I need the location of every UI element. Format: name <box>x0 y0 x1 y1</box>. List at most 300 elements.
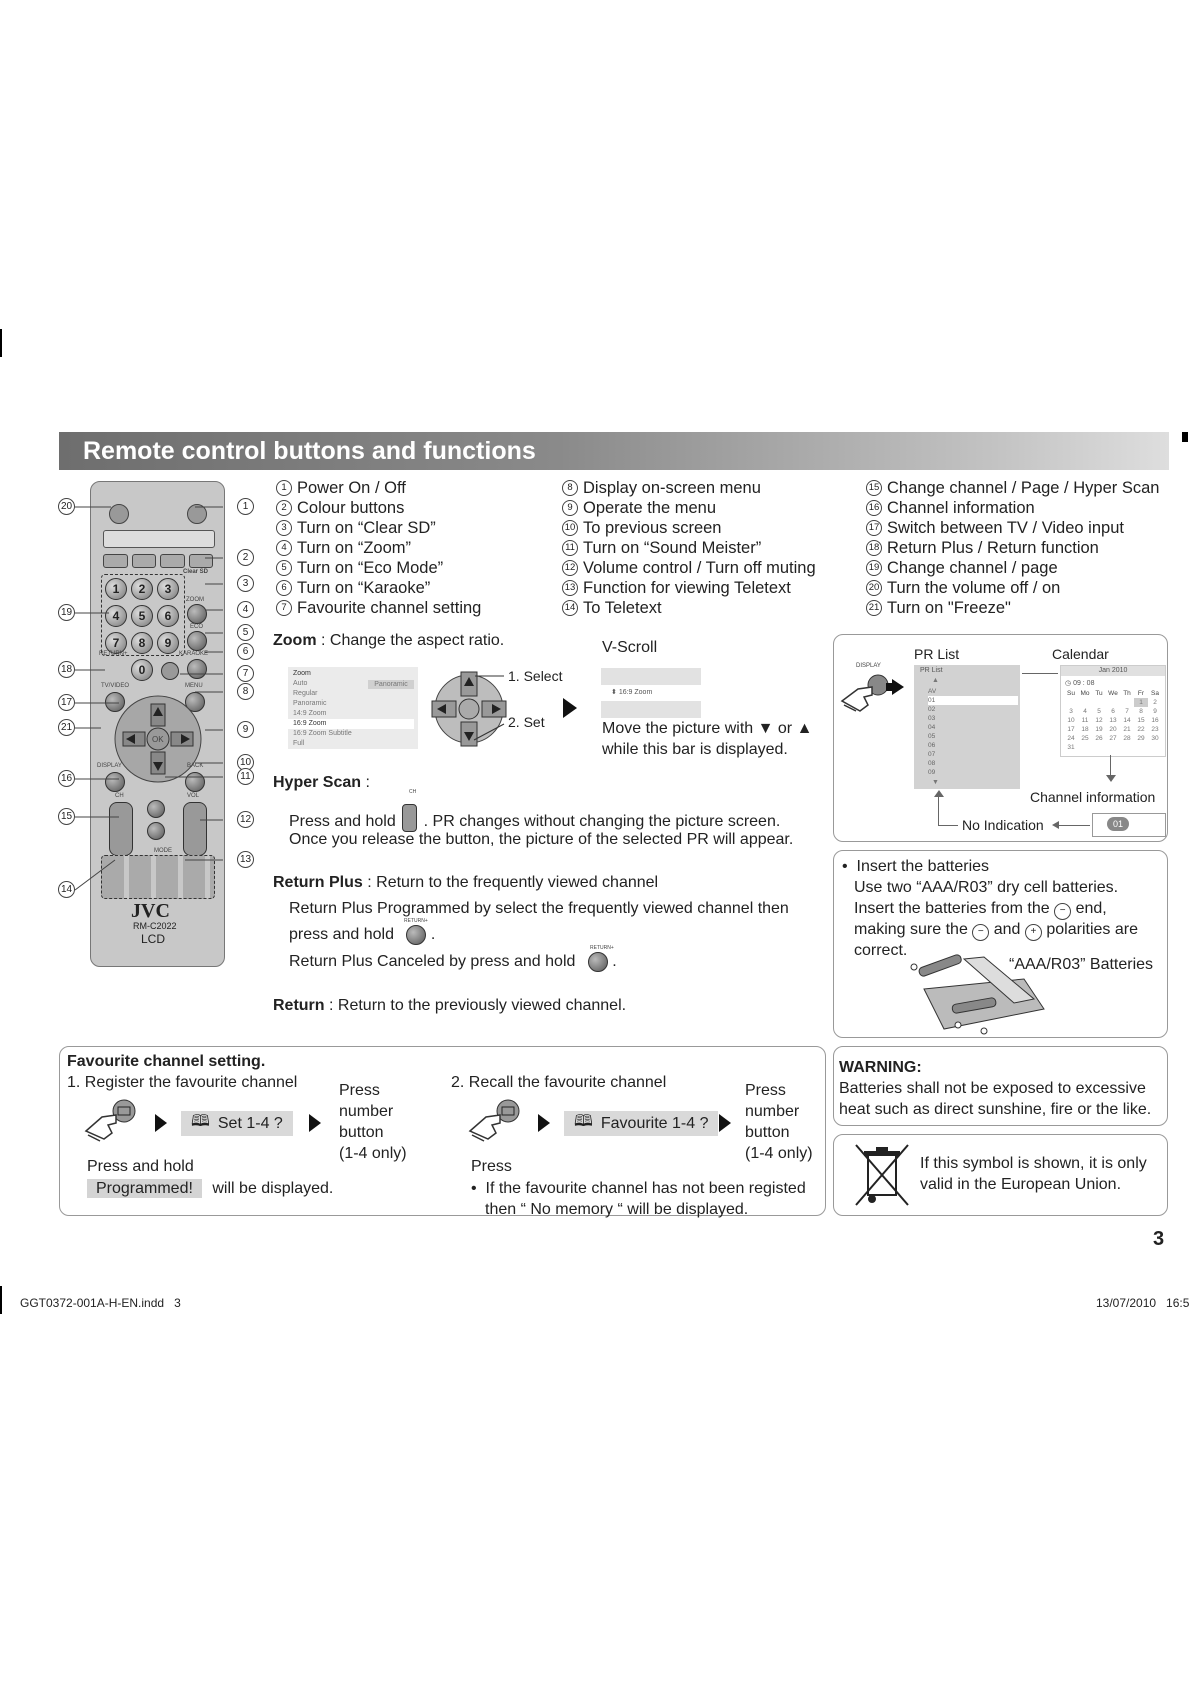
calendar-cell <box>1106 743 1120 752</box>
calendar-cell: 3 <box>1069 708 1073 715</box>
footer-left: GGT0372-001A-H-EN.indd 3 <box>20 1296 181 1310</box>
legend-number: 4 <box>276 540 292 556</box>
calendar-cell: 20 <box>1109 726 1117 733</box>
press-number-line: button <box>745 1124 790 1141</box>
legend-number: 10 <box>562 520 578 536</box>
karaoke-label: KARAOKE <box>179 651 209 657</box>
calendar-cell: 18 <box>1081 726 1089 733</box>
pr-list-up-icon: ▲ <box>932 677 939 684</box>
ch-label: CH <box>115 793 124 799</box>
calendar-cell: We <box>1108 690 1118 697</box>
calendar-cell: 10 <box>1067 717 1075 724</box>
vscroll-desc-2: while this bar is displayed. <box>602 741 788 758</box>
calendar-cell: 2 <box>1153 699 1157 706</box>
zoom-menu-item: Regular <box>293 690 318 697</box>
legend-number: 18 <box>866 540 882 556</box>
return-heading <box>273 995 626 1016</box>
pr-list-down-icon: ▼ <box>932 779 939 786</box>
remote-callouts-right <box>237 498 257 918</box>
vscroll-updown-icon: ⬍ <box>611 689 619 696</box>
legend-number: 19 <box>866 560 882 576</box>
legend-item <box>562 558 816 578</box>
zoom-menu-item: Full <box>293 740 305 747</box>
callout-11: 11 <box>237 768 254 785</box>
calendar-cell: 21 <box>1123 726 1131 733</box>
calendar-clock <box>1065 679 1094 687</box>
calendar-cell <box>1092 743 1106 752</box>
legend-text: Function for viewing Teletext <box>583 579 791 597</box>
calendar-cell: 11 <box>1081 717 1089 724</box>
ok-label: OK <box>152 735 164 744</box>
pr-list-item-label: AV <box>928 688 937 695</box>
batteries-line-2 <box>854 898 1107 920</box>
legend-item <box>276 518 481 538</box>
vscroll-desc-1: Move the picture with ▼ or ▲ <box>602 720 813 737</box>
legend-number: 17 <box>866 520 882 536</box>
clock-icon: ◷ <box>1065 680 1074 687</box>
callout-8: 8 <box>237 683 254 700</box>
legend-number: 14 <box>562 600 578 616</box>
hyper-ch-label: CH <box>409 789 417 795</box>
pr-list-item-label: 07 <box>928 751 936 758</box>
calendar-down-line <box>1110 755 1111 777</box>
batteries-line-1: Use two “AAA/R03” dry cell batteries. <box>854 879 1119 896</box>
legend-text: Change channel / page <box>887 559 1058 577</box>
calendar-cell: 14 <box>1123 717 1131 724</box>
zoom-set: 2. Set <box>508 714 545 730</box>
bullet-dot: • <box>842 858 857 875</box>
callout-4: 4 <box>237 601 254 618</box>
section-header <box>59 432 1169 470</box>
display-label: DISPLAY <box>97 763 122 769</box>
press-and-hold: Press and hold <box>87 1158 194 1175</box>
pr-list-items <box>928 687 1018 777</box>
no-indication-label: No Indication <box>962 817 1044 833</box>
pr-list-item-label: 08 <box>928 760 936 767</box>
calendar-down-arrow <box>1106 775 1116 782</box>
calendar-cell <box>1106 698 1120 707</box>
legend-number: 2 <box>276 500 292 516</box>
legend-number: 5 <box>276 560 292 576</box>
legend-item <box>276 478 481 498</box>
remote-brand: JVC <box>131 900 170 922</box>
callout-9: 9 <box>237 721 254 738</box>
no-indication-arrow-line <box>1056 825 1090 826</box>
vol-label: VOL <box>187 793 200 799</box>
remote-callouts-left <box>58 498 78 918</box>
legend-item <box>866 478 1159 498</box>
pr-list-item <box>928 687 1018 696</box>
channel-info-display <box>1092 813 1166 837</box>
callout-15: 15 <box>58 808 75 825</box>
vscroll-bar-label: 16:9 Zoom <box>618 689 653 696</box>
legend-item <box>562 498 816 518</box>
batteries-line-3 <box>854 919 1138 941</box>
zoom-menu-item: 16:9 Zoom Subtitle <box>293 730 352 737</box>
calendar-title: Calendar <box>1052 646 1109 662</box>
calendar-month-bar <box>1061 666 1165 676</box>
callout-12: 12 <box>237 811 254 828</box>
will-display: will be displayed. <box>212 1180 334 1197</box>
batteries-bullet <box>842 856 989 877</box>
crop-mark-right <box>1182 432 1188 442</box>
pr-list-screen <box>914 665 1020 789</box>
press-number-line: number <box>339 1103 394 1120</box>
legend-text: Switch between TV / Video input <box>887 519 1124 537</box>
callout-1: 1 <box>237 498 254 515</box>
ch-rocker-icon <box>402 804 417 832</box>
hyper-scan-label: Hyper Scan <box>273 774 362 791</box>
batteries-line-3c: polarities are <box>1046 921 1138 938</box>
legend-text: Turn on “Eco Mode” <box>297 559 444 577</box>
channel-badge-value: 01 <box>1112 819 1123 829</box>
bullet-dot-2: • <box>471 1180 486 1197</box>
legend-text: Power On / Off <box>297 479 406 497</box>
plus-icon: + <box>1025 924 1042 941</box>
favourite-key-text: Favourite 1-4 ? <box>600 1114 709 1132</box>
legend-item <box>866 518 1159 538</box>
digit-button-0: 0 <box>131 659 153 681</box>
favourite-step-1: 1. Register the favourite channel <box>67 1074 298 1091</box>
programmed-badge: Programmed! <box>87 1179 202 1198</box>
pr-list-item <box>928 723 1018 732</box>
no-indication-line <box>938 825 958 826</box>
zoom-menu-item: Auto <box>293 680 308 687</box>
legend-number: 20 <box>866 580 882 596</box>
return-label: RETURN+ <box>99 651 128 657</box>
hyper-scan-line-2: Once you release the button, the picture of the selected PR will appear. <box>289 831 794 848</box>
calendar-cell: 5 <box>1097 708 1101 715</box>
legend-text: Turn on “Sound Meister” <box>583 539 762 557</box>
calendar-cell: 15 <box>1137 717 1145 724</box>
favourite-title: Favourite channel setting. <box>67 1053 266 1070</box>
batteries-line-3-text: making sure the <box>854 921 968 938</box>
press-number-line: (1-4 only) <box>339 1145 407 1162</box>
favourite-step-2: 2. Recall the favourite channel <box>451 1074 667 1091</box>
legend-item <box>866 598 1159 618</box>
warning-title: WARNING: <box>839 1059 922 1076</box>
legend-item <box>562 478 816 498</box>
calendar-cell: 29 <box>1137 735 1145 742</box>
eu-panel <box>833 1134 1168 1216</box>
zoom-desc: : Change the aspect ratio. <box>316 632 505 649</box>
mode-label: MODE <box>154 848 172 854</box>
warning-line-2: heat such as direct sunshine, fire or the like. <box>839 1101 1152 1118</box>
press-number-line: (1-4 only) <box>745 1145 813 1162</box>
return-plus-cancel-button-icon <box>588 952 608 972</box>
calendar-grid <box>1064 689 1162 752</box>
callout-21: 21 <box>58 719 75 736</box>
legend-item <box>562 518 816 538</box>
channel-badge <box>1107 817 1129 831</box>
legend-number: 8 <box>562 480 578 496</box>
back-label: BACK <box>187 763 204 769</box>
legend-item <box>276 538 481 558</box>
digit-button-1: 1 <box>105 578 127 600</box>
press-number-line: Press <box>745 1082 786 1099</box>
calendar-row <box>1064 707 1162 716</box>
page-title: Remote control buttons and functions <box>83 437 536 465</box>
return-plus-line-2-text: press and hold <box>289 926 394 943</box>
calendar-screen <box>1060 665 1166 757</box>
legend-item <box>276 578 481 598</box>
return-plus-button-icon <box>406 925 426 945</box>
calendar-cell: 8 <box>1139 708 1143 715</box>
batteries-bullet-text: Insert the batteries <box>856 858 990 875</box>
favourite-note-1 <box>471 1178 806 1199</box>
callout-18: 18 <box>58 661 75 678</box>
pr-list-header: PR List <box>920 667 943 674</box>
calendar-row <box>1064 716 1162 725</box>
pr-list-item <box>928 714 1018 723</box>
legend-text: Turn the volume off / on <box>887 579 1061 597</box>
zoom-arrow-icon <box>563 698 577 718</box>
pr-up-line <box>938 795 939 825</box>
arrow-right-icon-1 <box>155 1114 167 1132</box>
calendar-cell: 24 <box>1067 735 1075 742</box>
hyper-scan-colon: : <box>361 774 370 791</box>
legend-item <box>562 538 816 558</box>
calendar-cell <box>1134 743 1148 752</box>
legend-number: 9 <box>562 500 578 516</box>
press-number-2 <box>745 1080 813 1164</box>
calendar-cell: Su <box>1067 690 1075 697</box>
press-number-1 <box>339 1080 407 1164</box>
digit-button-5: 5 <box>131 605 153 627</box>
calendar-cell: 27 <box>1109 735 1117 742</box>
calendar-cell: 28 <box>1123 735 1131 742</box>
pr-list-item <box>928 732 1018 741</box>
legend-item <box>276 498 481 518</box>
zoom-menu-value: Panoramic <box>368 680 414 689</box>
pr-list-item-label: 02 <box>928 706 936 713</box>
channel-info-label: Channel information <box>1030 789 1156 805</box>
calendar-cell: 16 <box>1151 717 1159 724</box>
hyper-scan-heading <box>273 772 370 793</box>
calendar-cell <box>1120 743 1134 752</box>
legend-number: 1 <box>276 480 292 496</box>
set-key-text: Set 1-4 ? <box>217 1114 283 1132</box>
pr-up-arrow <box>934 790 944 797</box>
favourite-panel <box>59 1046 826 1216</box>
calendar-row <box>1064 743 1162 752</box>
legend-number: 3 <box>276 520 292 536</box>
eu-line-1: If this symbol is shown, it is only <box>920 1155 1147 1172</box>
legend-number: 11 <box>562 540 578 556</box>
legend-item <box>866 558 1159 578</box>
display-label: DISPLAY <box>856 663 881 669</box>
callout-17: 17 <box>58 694 75 711</box>
set-key-box <box>181 1111 293 1136</box>
legend-column-2 <box>562 478 816 618</box>
arrow-right-icon-3 <box>538 1114 550 1132</box>
calendar-cell <box>1078 743 1092 752</box>
zoom-menu-item: Panoramic <box>293 700 327 707</box>
vscroll-bar <box>601 685 701 701</box>
calendar-cell: Sa <box>1151 690 1159 697</box>
zoom-dpad-icon <box>428 668 510 750</box>
zoom-select: 1. Select <box>508 668 563 684</box>
legend-item <box>866 578 1159 598</box>
callout-14: 14 <box>58 881 75 898</box>
zoom-menu-item: 14:9 Zoom <box>293 710 327 717</box>
calendar-cell: 31 <box>1067 744 1075 751</box>
return-plus-line-2: press and hold . <box>289 926 436 943</box>
digit-button-4: 4 <box>105 605 127 627</box>
legend-column-3 <box>866 478 1159 618</box>
tv-video-label: TV/VIDEO <box>101 683 130 689</box>
zoom-label: Zoom <box>273 632 317 649</box>
legend-text: Turn on “Karaoke” <box>297 579 431 597</box>
legend-text: Colour buttons <box>297 499 405 517</box>
digit-button-6: 6 <box>157 605 179 627</box>
calendar-row <box>1064 725 1162 734</box>
press-label: Press <box>471 1158 512 1175</box>
digit-button-3: 3 <box>157 578 179 600</box>
legend-text: To previous screen <box>583 519 722 537</box>
no-indication-arrowhead <box>1052 821 1059 829</box>
return-plus-btn-label: RETURN+ <box>404 918 428 924</box>
calendar-cell: 9 <box>1153 708 1157 715</box>
zoom-menu-item: 16:9 Zoom <box>288 719 414 729</box>
pr-list-item <box>928 750 1018 759</box>
zoom-description <box>273 630 504 651</box>
return-plus-heading <box>273 872 658 893</box>
calendar-cell: 7 <box>1125 708 1129 715</box>
clock-value: 09 : 08 <box>1073 680 1095 687</box>
press-number-line: Press <box>339 1082 380 1099</box>
pr-list-item-label: 01 <box>928 697 936 704</box>
display-panel <box>833 634 1168 842</box>
crop-mark-left <box>0 329 2 357</box>
calendar-cell <box>1064 698 1078 707</box>
calendar-cell: 4 <box>1083 708 1087 715</box>
callout-20: 20 <box>58 498 75 515</box>
digit-button-7: 7 <box>105 632 127 654</box>
calendar-cell: 13 <box>1109 717 1117 724</box>
callout-10: 10 <box>237 754 254 771</box>
hyper-scan-line-1a: Press and hold <box>289 813 396 831</box>
batteries-caption: “AAA/R03” Batteries <box>1009 956 1154 973</box>
legend-text: To Teletext <box>583 599 662 617</box>
calendar-cell: 6 <box>1111 708 1115 715</box>
eco-label: ECO <box>190 624 204 630</box>
press-number-line: button <box>339 1124 384 1141</box>
remote-callout-lines <box>55 490 265 910</box>
legend-text: Operate the menu <box>583 499 716 517</box>
calendar-row <box>1064 689 1162 698</box>
batteries-line-4: correct. <box>854 942 908 959</box>
legend-number: 7 <box>276 600 292 616</box>
favourite-note-2: then “ No memory “ will be displayed. <box>485 1201 749 1218</box>
calendar-month: Jan 2010 <box>1098 667 1128 674</box>
zoom-menu-title: Zoom <box>293 670 311 677</box>
pr-list-item-label: 06 <box>928 742 936 749</box>
batteries-line-2-text: Insert the batteries from the <box>854 900 1050 917</box>
legend-text: Channel information <box>887 499 1035 517</box>
pr-list-title: PR List <box>914 646 960 662</box>
favourite-key-box <box>564 1111 718 1136</box>
legend-item <box>866 498 1159 518</box>
warning-line-1: Batteries shall not be exposed to excessive <box>839 1080 1146 1097</box>
return-plus-label: Return Plus <box>273 874 363 891</box>
calendar-cell: Tu <box>1095 690 1103 697</box>
callout-2: 2 <box>237 549 254 566</box>
legend-text: Change channel / Page / Hyper Scan <box>887 479 1160 497</box>
calendar-cell: 26 <box>1095 735 1103 742</box>
return-plus-btn-label-2: RETURN+ <box>590 945 614 951</box>
remote-type: LCD <box>141 932 166 946</box>
legend-text: Turn on “Clear SD” <box>297 519 436 537</box>
return-plus-line-3-text: Return Plus Canceled by press and hold <box>289 953 576 970</box>
calendar-cell: Fr <box>1137 690 1145 697</box>
legend-text: Volume control / Turn off muting <box>583 559 816 577</box>
return-desc: : Return to the previously viewed channel. <box>324 997 627 1014</box>
favourite-hand-icon-2 <box>468 1099 524 1145</box>
calendar-cell: 19 <box>1095 726 1103 733</box>
legend-item <box>562 598 816 618</box>
legend-number: 13 <box>562 580 578 596</box>
pr-list-item-label: 09 <box>928 769 936 776</box>
calendar-cell <box>1148 743 1162 752</box>
callout-19: 19 <box>58 604 75 621</box>
zoom-label: ZOOM <box>186 597 204 603</box>
digit-button-9: 9 <box>157 632 179 654</box>
calendar-cell: 22 <box>1137 726 1145 733</box>
calendar-cell: Mo <box>1080 690 1090 697</box>
eu-line-2: valid in the European Union. <box>920 1176 1122 1193</box>
legend-text: Favourite channel setting <box>297 599 482 617</box>
digit-button-2: 2 <box>131 578 153 600</box>
callout-6: 6 <box>237 643 254 660</box>
arrow-right-icon-2 <box>309 1114 321 1132</box>
legend-column-1 <box>276 478 481 618</box>
zoom-menu-list <box>288 679 418 749</box>
callout-13: 13 <box>237 851 254 868</box>
return-plus-line-3: Return Plus Canceled by press and hold . <box>289 953 617 970</box>
callout-3: 3 <box>237 575 254 592</box>
legend-number: 6 <box>276 580 292 596</box>
clear-sd-label: Clear SD <box>183 569 209 575</box>
callout-16: 16 <box>58 770 75 787</box>
press-number-line: number <box>745 1103 800 1120</box>
legend-text: Display on-screen menu <box>583 479 761 497</box>
legend-text: Return Plus / Return function <box>887 539 1099 557</box>
callout-7: 7 <box>237 665 254 682</box>
legend-item <box>276 598 481 618</box>
batteries-panel <box>833 850 1168 1038</box>
pr-list-item <box>928 741 1018 750</box>
battery-insertion-icon <box>904 949 1054 1037</box>
calendar-cell: 25 <box>1081 735 1089 742</box>
batteries-line-2b: end, <box>1075 900 1107 917</box>
calendar-row <box>1064 698 1162 707</box>
remote-model: RM-C2022 <box>133 921 177 931</box>
vscroll-title: V-Scroll <box>602 639 658 656</box>
hand-pressing-icon <box>840 671 912 719</box>
calendar-cell <box>1078 698 1092 707</box>
book-icon-2: 🕮 <box>574 1113 593 1130</box>
calendar-cell: Th <box>1123 690 1131 697</box>
calendar-cell <box>1092 698 1106 707</box>
legend-number: 15 <box>866 480 882 496</box>
vscroll-screen <box>601 668 701 718</box>
callout-5: 5 <box>237 624 254 641</box>
pr-list-item-label: 05 <box>928 733 936 740</box>
pr-list-item-label: 04 <box>928 724 936 731</box>
hyper-scan-line-1b: . PR changes without changing the picture screen. <box>423 813 781 831</box>
legend-text: Turn on "Freeze" <box>887 599 1011 617</box>
